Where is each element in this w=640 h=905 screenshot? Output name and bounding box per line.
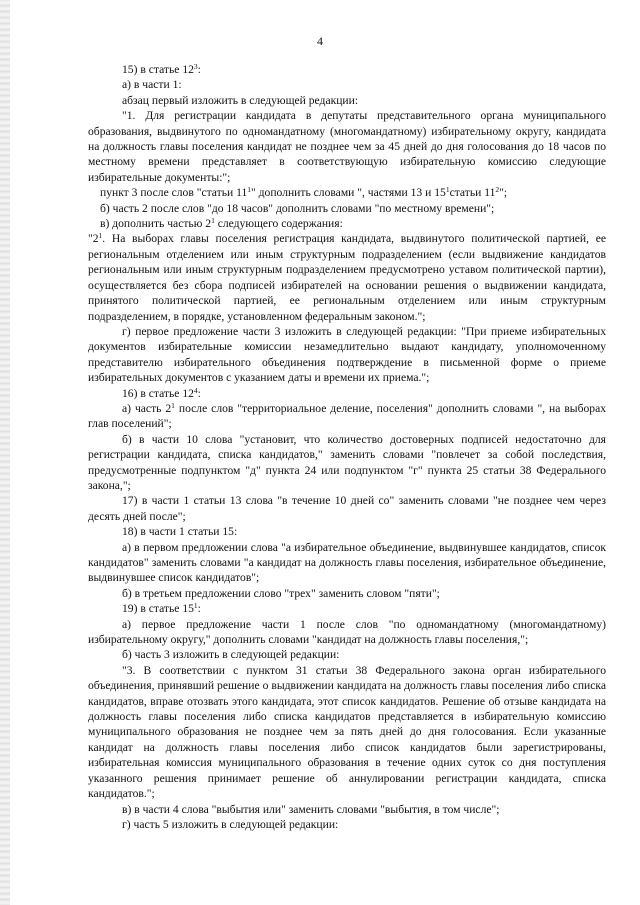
item-16-b: б) в части 10 слова "установит, что количество достоверных подписей недостаточно для регистрации кандидата, списка кандидатов," заменить словами "повлечет за собой последствия, предусмотренные подпунктом "д" пункта 24 или подпунктом "г" пункта 25 статьи 38 Федерального закона,"; (88, 432, 606, 492)
item-17: 17) в части 1 статьи 13 слова "в течение 10 дней со" заменить словами "не позднее чем через десять дней после"; (88, 494, 606, 523)
item-19-g: г) часть 5 изложить в следующей редакции: (122, 817, 339, 831)
subitem-v-part-2-1: в) дополнить частью $2^1$ следующего содержания: (100, 216, 343, 231)
point-3-amendment: пункт 3 после слов "статьи $11^1$" дополнить словами ", частями 13 и $15^1статьи$ $11^2$"; (100, 185, 508, 200)
item-19: 19) в статье $15^1$: (122, 601, 201, 616)
item-16: 16) в статье $12^4$: (122, 385, 201, 400)
item-19-v: в) в части 4 слова "выбытия или" заменить словами "выбытия, в том числе"; (122, 802, 500, 816)
subitem-a-part-1: а) в части 1: (122, 78, 182, 92)
document-body (88, 62, 606, 832)
item-15: 15) в статье $12^3$: (122, 62, 201, 76)
page-number: 4 (317, 34, 323, 48)
paragraph-first-new-edition: абзац первый изложить в следующей редакции: (122, 93, 359, 107)
item-16-a: а) часть $2^1$ после слов "территориальное деление, поселения" дополнить словами ", на выборах глав поселений"; (88, 400, 607, 431)
subitem-g-part-3: г) первое предложение части 3 изложить в следующей редакции: "При приеме избирательных документов избирательные комиссии незамедлительно выдают кандидату, уполномоченному представителю избирательного объединения подтверждение в письменной форме о приеме избирательных документов с указанием даты и времени их приема."; (88, 324, 606, 385)
subitem-b-part-2: б) часть 2 после слов "до 18 часов" дополнить словами "по местному времени"; (100, 201, 495, 215)
scan-edge (0, 0, 10, 905)
quoted-part-1: "1. Для регистрации кандидата в депутаты представительного органа муниципального образования, выдвинутого по одномандатному (многомандатному) избирательному округу, кандидата на должность главы поселения кандидат не позднее чем за 45 дней до дня голосования до 18 часов по местному времени представляет в соответствующую избирательную комиссию следующие избирательные документы:"; (88, 109, 606, 184)
quoted-part-3: "3. В соответствии с пунктом 31 статьи 38 Федерального закона орган избирательного объединения, принявший решение о выдвижении кандидата на должность главы поселения либо списка кандидатов, вправе отозвать этого кандидата, этот список кандидатов. Решение об отзыве кандидата на должность главы поселения либо списка кандидатов представляется в избирательную комиссию муниципального образования не позднее чем за пять дней до дня голосования. Если указанные кандидат на должность главы поселения либо список кандидатов были зарегистрированы, избирательная комиссия муниципального образования в течение одних суток со дня поступления указанного решения принимает решение об аннулировании регистрации кандидата, списка кандидатов."; (88, 663, 606, 801)
quoted-part-2-1: "$2^1$. На выборах главы поселения регистрация кандидата, выдвинутого политической партией, ее региональным отделением или иным структурным подразделением (если выдвижение кандидатов региональным или иным структурным подразделением предусмотрено уставом политической партии), осуществляется без сбора подписей избирателей на основании решения о выдвижении кандидата, принятого политической партией, ее региональным отделением или иным структурным подразделением, в порядке, установленном федеральным законом."; (88, 231, 606, 323)
item-18-b: б) в третьем предложении слово "трех" заменить словом "пяти"; (122, 586, 440, 600)
item-18-a: а) в первом предложении слова "а избирательное объединение, выдвинувшее кандидатов, список кандидатов" заменить словами "а кандидат на должность главы поселения, избирательное объединение, выдвинувшее список кандидатов"; (88, 540, 606, 585)
item-19-b: б) часть 3 изложить в следующей редакции: (122, 648, 340, 662)
item-19-a: а) первое предложение части 1 после слов "по одномандатному (многомандатному) избирательному округу," дополнить словами "кандидат на должность главы поселения,"; (88, 617, 606, 647)
item-18: 18) в части 1 статьи 15: (122, 525, 238, 539)
